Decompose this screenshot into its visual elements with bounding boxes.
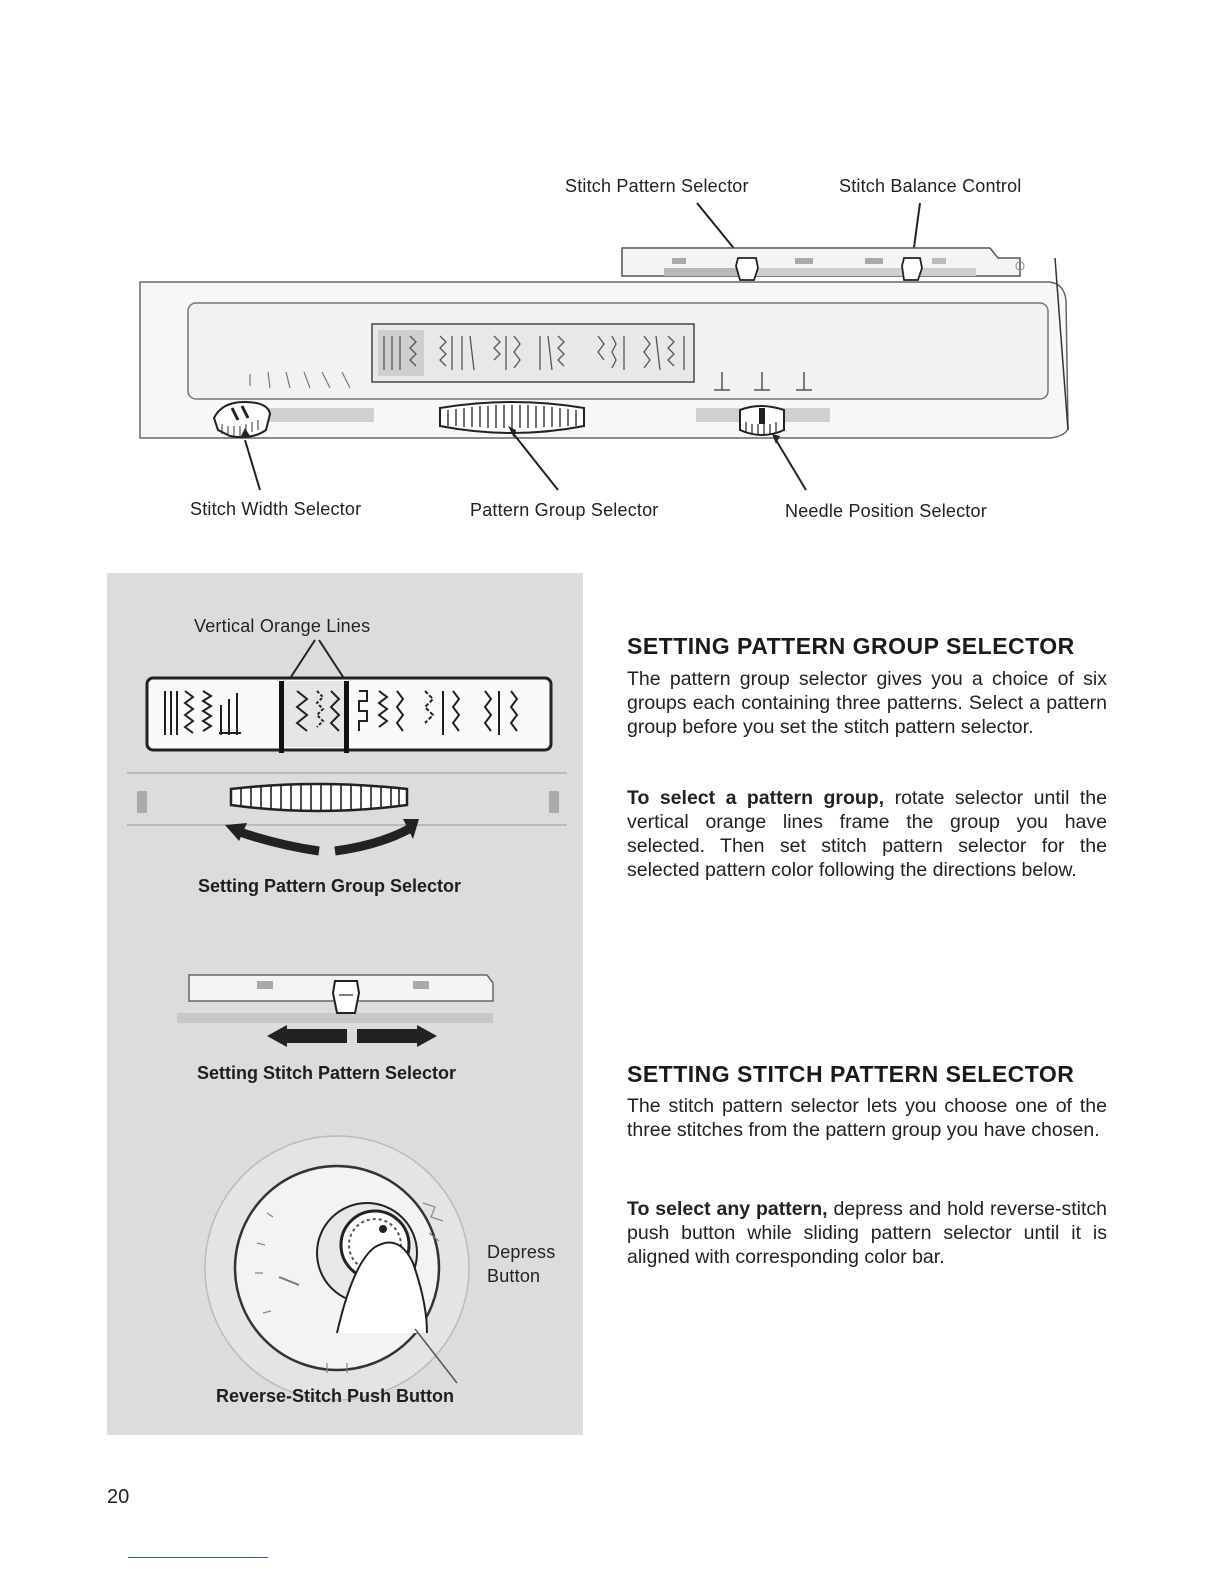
label-depress-line2: Button [487, 1266, 541, 1286]
label-depress-button [487, 1240, 555, 1288]
leader-pattern-group [512, 432, 558, 490]
heading-setting-stitch-pattern-selector: SETTING STITCH PATTERN SELECTOR [627, 1061, 1075, 1087]
section1-paragraph2-bold: To select a pattern group, [627, 787, 885, 809]
section2-paragraph1: The stitch pattern selector lets you choose one of the three stitches from the pattern group you have chosen. [627, 1095, 1107, 1141]
section2-paragraph2 [627, 1197, 1107, 1269]
label-stitch-width-selector: Stitch Width Selector [190, 499, 362, 519]
orange-line-right [344, 681, 349, 753]
stitch-pattern-knob [736, 258, 758, 280]
caption-reverse-stitch-push-button: Reverse-Stitch Push Button [216, 1386, 455, 1406]
illustration-panel-drawings [107, 573, 583, 1435]
page-number: 20 [107, 1486, 130, 1508]
label-pattern-group-selector: Pattern Group Selector [470, 500, 659, 520]
leader-stitch-width [245, 440, 260, 490]
label-vertical-orange-lines: Vertical Orange Lines [194, 616, 371, 636]
heading-setting-pattern-group-selector: SETTING PATTERN GROUP SELECTOR [627, 633, 1075, 659]
section1-paragraph1: The pattern group selector gives you a choice of six groups each containing three patterns. Select a pattern group before you set the stitch pattern selector. [627, 668, 1107, 738]
section1-paragraph2 [627, 786, 1107, 882]
label-stitch-pattern-selector: Stitch Pattern Selector [565, 176, 749, 196]
section2-paragraph2-rest: depress and hold reverse-stitch push button while sliding pattern selector until it is aligned with corresponding color bar. [627, 1198, 1107, 1268]
orange-line-left [279, 681, 284, 753]
label-depress-line1: Depress [487, 1242, 556, 1262]
leader-needle-position [776, 440, 806, 490]
label-needle-position-selector: Needle Position Selector [785, 501, 987, 521]
caption-setting-stitch-pattern: Setting Stitch Pattern Selector [197, 1063, 457, 1083]
label-stitch-balance-control: Stitch Balance Control [839, 176, 1022, 196]
section2-paragraph2-bold: To select any pattern, [627, 1198, 828, 1220]
footer-divider [128, 1557, 268, 1558]
stitch-pattern-knob-large [333, 981, 359, 1013]
caption-setting-pattern-group: Setting Pattern Group Selector [198, 876, 462, 896]
stitch-balance-knob [902, 258, 922, 280]
machine-control-panel-diagram [0, 0, 1224, 540]
section1-paragraph2-rest: rotate selector until the vertical orange lines frame the group you have selected. Then set stitch pattern selector for the selected pattern color following the directions below. [627, 787, 1107, 881]
